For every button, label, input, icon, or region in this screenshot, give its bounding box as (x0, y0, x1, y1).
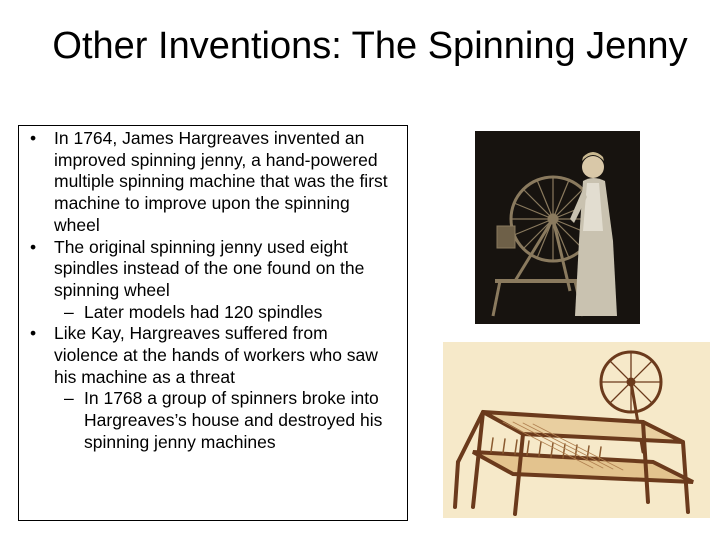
bullet-marker: • (30, 128, 37, 148)
bullet-text: Like Kay, Hargreaves suffered from violence at the hands of workers who saw his machine as a threat (54, 323, 378, 387)
bullet-text: The original spinning jenny used eight spindles instead of the one found on the spinning wheel (54, 236, 365, 300)
bullet-marker: • (30, 323, 37, 344)
sub-bullet-text: Later models had 120 spindles (84, 301, 323, 322)
sub-bullet-item (24, 302, 396, 324)
sub-bullet-list (24, 302, 396, 324)
bullet-item (24, 237, 396, 302)
bullet-item (24, 128, 396, 237)
sub-bullet-marker: – (64, 301, 74, 322)
spinning-jenny-machine-illustration (443, 342, 710, 518)
sub-bullet-marker: – (64, 388, 74, 409)
bullet-list (24, 128, 396, 454)
sub-bullet-list (24, 388, 396, 453)
bullet-marker: • (30, 236, 37, 257)
woman-at-spinning-wheel-photo (475, 131, 640, 324)
sub-bullet-container (24, 388, 396, 453)
sub-bullet-item (24, 388, 396, 453)
bullet-item (24, 323, 396, 388)
sub-bullet-container (24, 302, 396, 324)
bullet-text: In 1764, James Hargreaves invented an improved spinning jenny, a hand-powered multiple spinning machine that was the first machine to improve upon the spinning wheel (54, 128, 388, 235)
sub-bullet-text: In 1768 a group of spinners broke into Hargreaves’s house and destroyed his spinning jenny machines (84, 388, 383, 452)
slide-title: Other Inventions: The Spinning Jenny (52, 25, 688, 67)
